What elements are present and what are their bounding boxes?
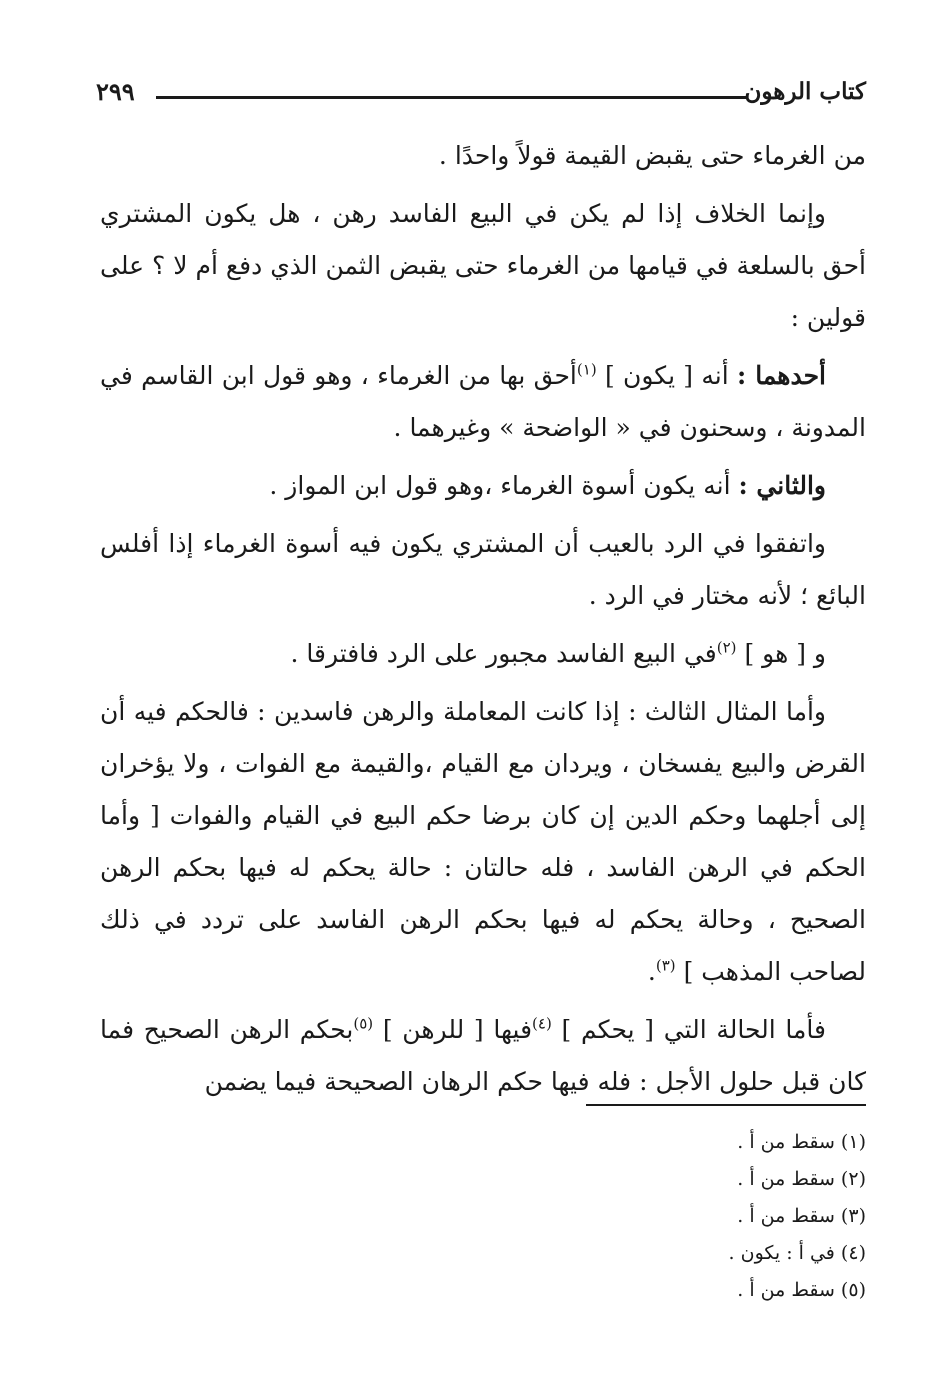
footnote-separator: [586, 1104, 866, 1106]
paragraph-8-text-b: فيها [ للرهن ]: [382, 1015, 533, 1044]
paragraph-3-text-a: أنه [ يكون ]: [604, 361, 729, 390]
main-text: [100, 130, 866, 1114]
paragraph-7-end: .: [647, 957, 656, 986]
page-number: ٢٩٩: [96, 77, 135, 106]
paragraph-6: [100, 628, 866, 680]
paragraph-3: [100, 350, 866, 454]
paragraph-8-text-a: فأما الحالة التي [ يحكم ]: [561, 1015, 826, 1044]
paragraph-7-text: وأما المثال الثالث : إذا كانت المعاملة والرهن فاسدين : فالحكم فيه أن القرض والبيع يفسخان ، ويردان مع القيام ،والقيمة مع الفوات ، ولا يؤخران إلى أجلهما وحكم الدين إن كان برضا حكم البيع في القيام والفوات [ وأما الحكم في الرهن الفاسد ، فله حالتان : حالة يحكم له فيها بحكم الرهن الصحيح ، وحالة يحكم له فيها بحكم الرهن الفاسد على تردد في ذلك لصاحب المذهب ]: [100, 697, 866, 986]
paragraph-5: واتفقوا في الرد بالعيب أن المشتري يكون فيه أسوة الغرماء إذا أفلس البائع ؛ لأنه مختار في الرد .: [100, 529, 866, 610]
second-opinion-label: والثاني :: [738, 471, 826, 500]
paragraph-6-text-b: في البيع الفاسد مجبور على الرد فافترقا .: [290, 639, 717, 668]
paragraph-8: [100, 1004, 866, 1108]
paragraph-4-text: أنه يكون أسوة الغرماء ،وهو قول ابن المواز .: [269, 471, 731, 500]
footnote-ref-5: (٥): [353, 1014, 374, 1033]
chapter-title: كتاب الرهون: [744, 78, 866, 105]
paragraph-4: [100, 460, 866, 512]
footnote-ref-2: (٢): [716, 638, 737, 657]
paragraph-2: وإنما الخلاف إذا لم يكن في البيع الفاسد رهن ، هل يكون المشتري أحق بالسلعة في قيامها من الغرماء حتى يقبض الثمن الذي دفع أم لا ؟ على قولين :: [100, 199, 866, 332]
paragraph-6-text-a: و [ هو ]: [744, 639, 826, 668]
paragraph-3-text-b: أحق بها من الغرماء ، وهو قول ابن القاسم في المدونة ، وسحنون في « الواضحة » وغيرهما .: [100, 361, 866, 442]
footnote-4: (٤) في أ : يكون .: [728, 1242, 866, 1264]
footnotes: [366, 1124, 866, 1309]
paragraph-8-text-c: بحكم الرهن الصحيح فما كان قبل حلول الأجل : فله فيها حكم الرهان الصحيحة فيما يضمن: [100, 1015, 866, 1096]
paragraph-1: من الغرماء حتى يقبض القيمة قولاً واحدًا .: [438, 141, 866, 170]
footnote-5: (٥) سقط من أ .: [737, 1279, 866, 1301]
footnote-3: (٣) سقط من أ .: [737, 1205, 866, 1227]
footnote-2: (٢) سقط من أ .: [737, 1168, 866, 1190]
footnote-ref-4: (٤): [532, 1014, 552, 1033]
paragraph-7: [100, 686, 866, 998]
header-rule: [156, 96, 746, 99]
running-header: [96, 72, 866, 112]
first-opinion-label: أحدهما :: [736, 361, 826, 390]
footnote-1: (١) سقط من أ .: [737, 1131, 866, 1153]
footnote-ref-1: (١): [576, 360, 597, 379]
footnote-ref-3: (٣): [655, 956, 676, 975]
